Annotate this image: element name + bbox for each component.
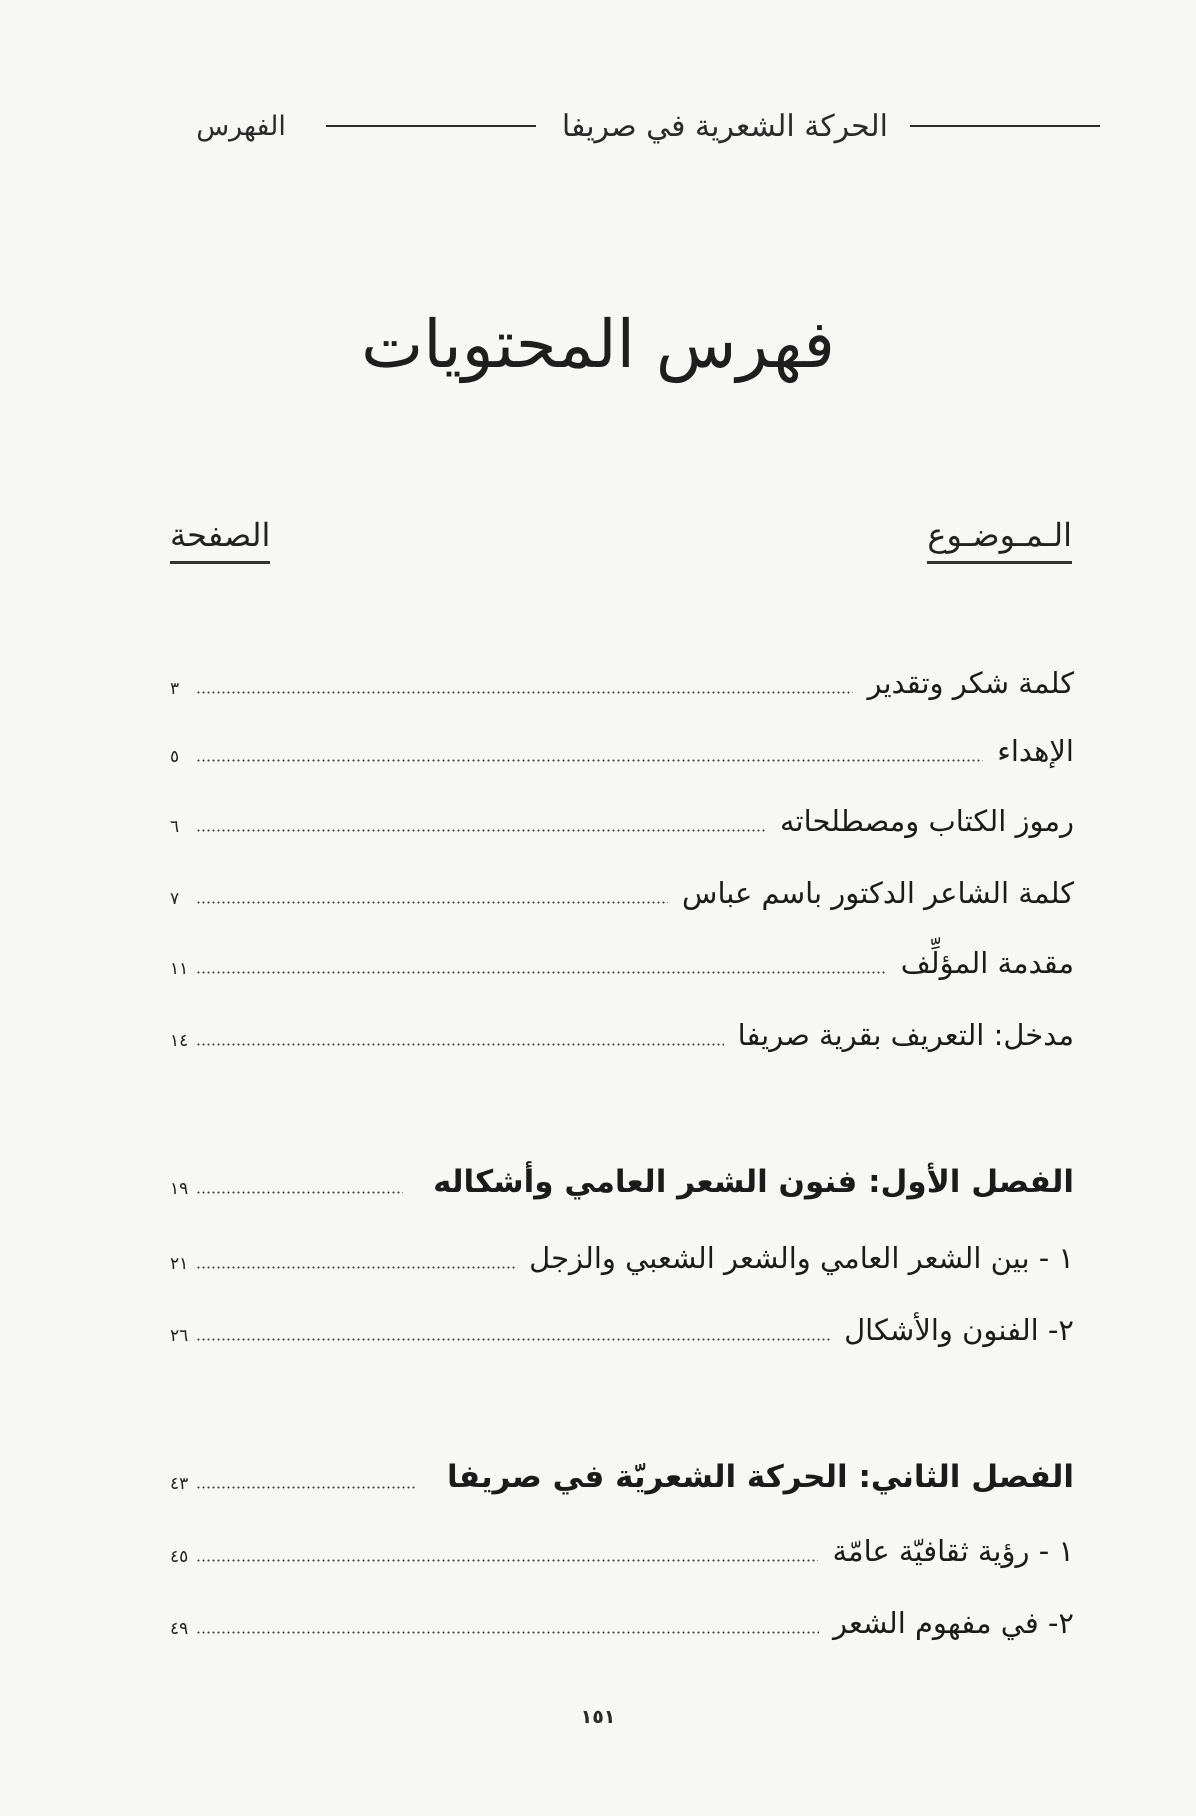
dot-leader: [196, 759, 983, 762]
page-title: فهرس المحتويات: [361, 306, 835, 383]
toc-entry[interactable]: [170, 860, 1074, 910]
toc-entry[interactable]: [170, 650, 1074, 700]
toc-entry-title: الإهداء: [997, 734, 1074, 768]
toc-entry[interactable]: [170, 1297, 1074, 1347]
toc-entry-title: رموز الكتاب ومصطلحاته: [779, 804, 1074, 838]
toc-entry-page: ٢١: [170, 1254, 189, 1274]
column-header-topic-label: الـمـوضـوع: [927, 515, 1072, 564]
running-header: [160, 96, 1100, 156]
column-header-page-label: الصفحة: [170, 515, 270, 564]
toc-entry-title: ١ - رؤية ثقافيّة عامّة: [832, 1534, 1074, 1568]
column-header-page: [170, 515, 270, 564]
book-title: الحركة الشعرية في صريفا: [561, 108, 888, 144]
dot-leader: [196, 1266, 515, 1269]
toc-entry-page: ١١: [170, 959, 189, 979]
dot-leader: [196, 1559, 818, 1562]
dot-leader: [196, 971, 887, 974]
dot-leader: [196, 1631, 819, 1634]
toc-chapter-title: الفصل الأول: فنون الشعر العامي وأشكاله: [433, 1164, 1074, 1200]
toc-entry-page: ٧: [170, 889, 180, 909]
toc-entry-page: ٤٩: [170, 1619, 189, 1639]
toc-chapter-page: ٤٣: [170, 1474, 189, 1494]
column-header-topic: [927, 515, 1072, 564]
toc-entry-page: ٣: [170, 679, 180, 699]
dot-leader: [196, 1043, 724, 1046]
header-rule-left: [326, 125, 536, 127]
toc-entry-title: ١ - بين الشعر العامي والشعر الشعبي والزجل: [529, 1241, 1074, 1275]
toc-entry-page: ٦: [170, 817, 180, 837]
toc-entry[interactable]: [170, 1590, 1074, 1640]
toc-chapter[interactable]: [170, 1150, 1074, 1200]
toc-entry-title: ٢- في مفهوم الشعر: [833, 1606, 1074, 1640]
toc-entry[interactable]: [170, 1225, 1074, 1275]
toc-entry-title: كلمة الشاعر الدكتور باسم عباس: [682, 876, 1074, 910]
toc-entry-title: مقدمة المؤلِّف: [900, 946, 1074, 980]
dot-leader: [196, 1191, 403, 1194]
toc-chapter[interactable]: [170, 1445, 1074, 1495]
toc-entry-page: ٤٥: [170, 1547, 189, 1567]
toc-entry[interactable]: [170, 788, 1074, 838]
toc-entry-page: ٥: [170, 747, 180, 767]
header-rule-right: [910, 125, 1100, 127]
toc-entry-title: مدخل: التعريف بقرية صريفا: [737, 1018, 1074, 1052]
toc-chapter-page: ١٩: [170, 1179, 189, 1199]
toc-entry[interactable]: [170, 930, 1074, 980]
page-number: ١٥١: [580, 1706, 616, 1728]
dot-leader: [196, 1486, 417, 1489]
toc-entry-title: كلمة شكر وتقدير: [867, 666, 1074, 700]
toc-entry[interactable]: [170, 1002, 1074, 1052]
toc-entry-page: ١٤: [170, 1031, 189, 1051]
toc-chapter-title: الفصل الثاني: الحركة الشعريّة في صريفا: [447, 1459, 1074, 1495]
dot-leader: [196, 829, 766, 832]
section-name: الفهرس: [196, 110, 286, 142]
toc-entry[interactable]: [170, 718, 1074, 768]
dot-leader: [196, 1338, 830, 1341]
toc-entry[interactable]: [170, 1518, 1074, 1568]
toc-entry-page: ٢٦: [170, 1326, 189, 1346]
toc-entry-title: ٢- الفنون والأشكال: [844, 1313, 1074, 1347]
dot-leader: [196, 901, 668, 904]
dot-leader: [196, 691, 853, 694]
